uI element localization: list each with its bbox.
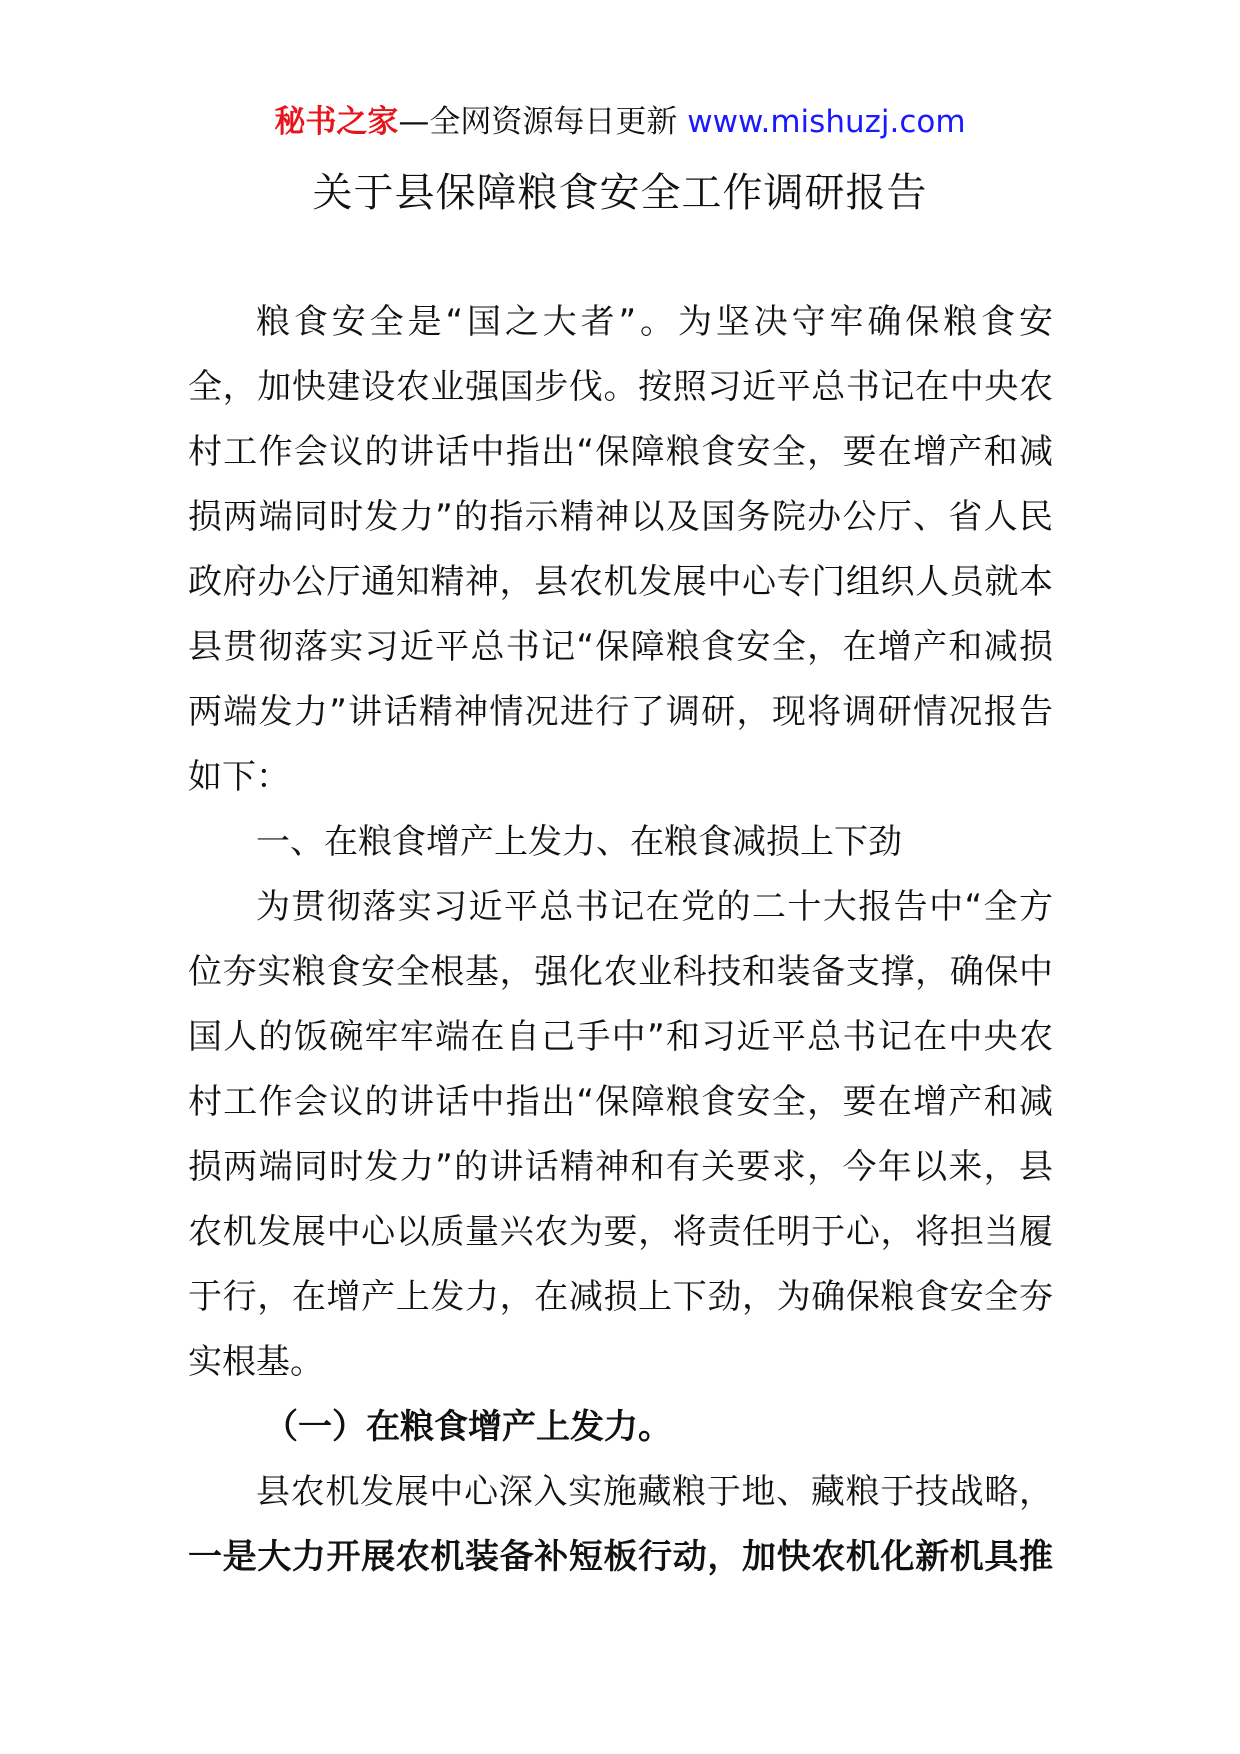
paragraph-line: 国人的饭碗牢牢端在自己手中”和习近平总书记在中央农 <box>188 1017 1053 1057</box>
paragraph-line: 全，加快建设农业强国步伐。按照习近平总书记在中央农 <box>188 367 1053 407</box>
site-banner <box>0 100 1240 144</box>
paragraph-line: 县农机发展中心深入实施藏粮于地、藏粮于技战略， <box>256 1472 1053 1512</box>
brand-name: 秘书之家 <box>274 104 399 140</box>
paragraph-line: 如下： <box>188 757 290 797</box>
document-body <box>188 290 1053 1590</box>
paragraph-line: 县贯彻落实习近平总书记“保障粮食安全，在增产和减损 <box>188 627 1053 667</box>
paragraph-line: 为贯彻落实习近平总书记在党的二十大报告中“全方 <box>256 887 1053 927</box>
paragraph-line: 损两端同时发力”的指示精神以及国务院办公厅、省人民 <box>188 497 1053 537</box>
document-title: 关于县保障粮食安全工作调研报告 <box>312 170 928 216</box>
paragraph-line: 农机发展中心以质量兴农为要，将责任明于心，将担当履 <box>188 1212 1053 1252</box>
paragraph-line: 损两端同时发力”的讲话精神和有关要求，今年以来，县 <box>188 1147 1053 1187</box>
paragraph-line: 实根基。 <box>188 1342 324 1382</box>
paragraph-line: 政府办公厅通知精神，县农机发展中心专门组织人员就本 <box>188 562 1053 602</box>
section-heading: 一、在粮食增产上发力、在粮食减损上下劲 <box>256 822 902 862</box>
paragraph-line: 村工作会议的讲话中指出“保障粮食安全，要在增产和减 <box>188 1082 1053 1122</box>
paragraph-line-bold: 一是大力开展农机装备补短板行动，加快农机化新机具推 <box>188 1537 1053 1577</box>
paragraph-line: 粮食安全是“国之大者”。为坚决守牢确保粮食安 <box>256 302 1053 342</box>
site-url-link[interactable]: www.mishuzj.com <box>687 104 966 140</box>
paragraph-line: 于行，在增产上发力，在减损上下劲，为确保粮食安全夯 <box>188 1277 1053 1317</box>
paragraph-line: 两端发力”讲话精神情况进行了调研，现将调研情况报告 <box>188 692 1053 732</box>
banner-tagline: —全网资源每日更新 <box>398 104 688 140</box>
paragraph-line: 位夯实粮食安全根基，强化农业科技和装备支撑，确保中 <box>188 952 1053 992</box>
subsection-heading: （一）在粮食增产上发力。 <box>264 1407 672 1447</box>
paragraph-line: 村工作会议的讲话中指出“保障粮食安全，要在增产和减 <box>188 432 1053 472</box>
